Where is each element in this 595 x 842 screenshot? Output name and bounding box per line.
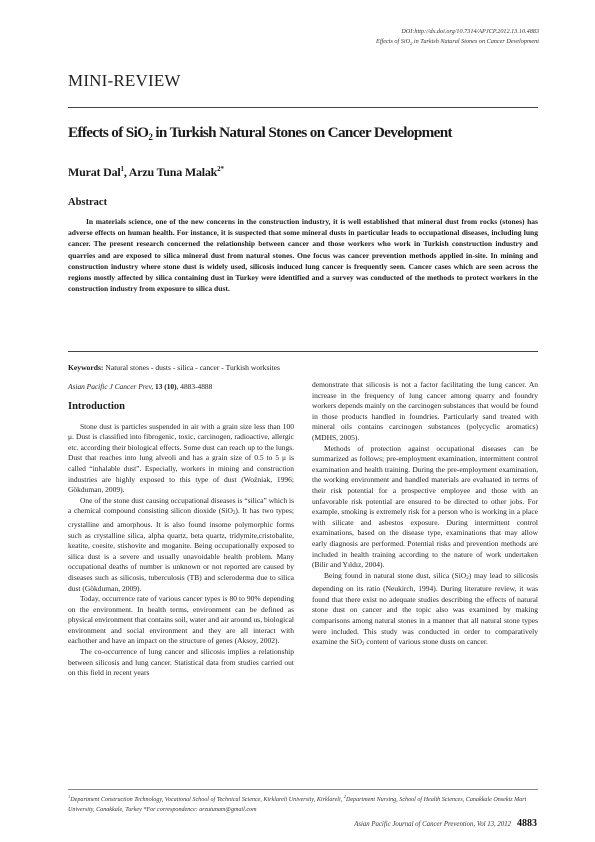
page-number: 4883	[517, 818, 537, 829]
page-footer	[354, 818, 537, 829]
intro-paragraph-4: The co-occurrence of lung cancer and silicosis implies a relationship between silicosis and lung cancer. Statistical data from studies carried out on this field in recent years	[68, 647, 294, 678]
keywords: Keywords: Natural stones - dusts - silica - cancer - Turkish worksites	[68, 363, 280, 372]
citation: Asian Pacific J Cancer Prev, 13 (10), 4883-4888	[68, 382, 213, 391]
footer-journal: Asian Pacific Journal of Cancer Prevention, Vol 13, 2012	[354, 821, 511, 828]
abstract-text: In materials science, one of the new concerns in the construction industry, it is well established that mineral dust from rocks (stones) has adverse effects on human health. For instance, it is suspected that some mineral dusts in particular leads to occupational diseases, including lung cancer. The present research concerned the relationship between cancer and those workers who work in Turkish construction industry and quarries and are exposed to silica mineral dust from natural stones. One focus was cancer prevention methods applied in-site. In mining and construction industry where stone dust is widely used, silicosis induced lung cancer is frequently seen. Cancer cases which are seen across the regions mostly affected by silica containing dust in Turkey were identified and a survey was conducted of the methods to protect workers in the construction industry from exposure to silica dust.	[68, 217, 538, 294]
paper-title: Effects of SiO$_2$ in Turkish Natural Stones on Cancer Development	[68, 124, 452, 142]
intro-paragraph-2: One of the stone dust causing occupational diseases is “silica” which is a chemical compound consisting silicon dioxide (SiO$_2$). It has two types; crystalline and amorphous. It is also found insome polymorphic forms such as crystalline silica, alpha quartz, beta quartz, tridymite,cristobalite, keatite, coesite, stishovite and moganite. Being occupationally exposed to silica dust is a severe and usually unavoidable health problem. Many occupational deaths of number is unknown or not reported are caused by diseases such as silicosis, tuberculosis (TB) and scleroderma due to silica dust (Gökduman, 2009).	[68, 495, 295, 593]
right-column	[312, 380, 538, 651]
introduction-heading: Introduction	[68, 401, 125, 412]
footnote-divider	[68, 789, 538, 790]
left-column	[68, 402, 294, 679]
author-list: Murat Dal$^1$, Arzu Tuna Malak$^{2*}$	[68, 165, 224, 179]
top-divider	[68, 107, 538, 108]
running-title: Effects of SiO$_2$ in Turkish Natural Stones on Cancer Development	[376, 37, 539, 46]
affiliation-footnote: $^1$Department Construction Technology, Vocational School of Technical Science, Kirklareli University, Kirklareli, $^2$Department Nursing, School of Health Sciences, Canakkale Onsekiz Mart University, Canakkale, Turkey *For correspondence: arzutunam@gmail.com	[68, 794, 527, 813]
intro-paragraph-3: Today, occurrence rate of various cancer types is 80 to 90% depending on the environment. In health terms, environment can be defined as physical environment that contains soil, water and air around us, biological environment and social environment and they are all interact with eachother and have an impact on the structure of genes (Aksoy, 2002).	[68, 594, 294, 646]
author-1: Murat Dal	[68, 165, 121, 179]
article-type: MINI-REVIEW	[68, 71, 181, 90]
right-paragraph-1: demonstrate that silicosis is not a factor facilitating the lung cancer. An increase in the frequency of lung cancer among quarry and foundry workers depends mainly on the carcinogen substances that would be found in those products handled in foundries. Particularly sand treated with mineral oils contains carcinogen substances (polycyclic aromatics) (MDHS, 2005).	[312, 380, 538, 442]
doi-link[interactable]: DOI:http://dx.doi.org/10.7314/APJCP.2012.13.10.4883	[401, 28, 539, 35]
abstract-divider	[68, 351, 538, 352]
abstract-heading: Abstract	[68, 197, 108, 208]
right-paragraph-2: Methods of protection against occupational diseases can be summarized as follows; pre-employment examination, intermittent control examination and health training. During the pre-employment examination, the working environment and handled materials are evaluated in terms of their risk potential for a prospective employee and those with an unfavorable risk potential are ensured to be directed to other jobs. For example, smoking is extremely risk for a person who is working in a place with silicate and asbestos exposure. During intermittent control examinations, based on the disease type, examinations that may allow early diagnosis are performed. Potential risks and prevention methods are included in health training according to the nature of work undertaken (Bilir and Yıldız, 2004).	[312, 443, 538, 570]
doi-header	[376, 27, 539, 48]
author-2: Arzu Tuna Malak	[128, 165, 218, 179]
right-paragraph-3: Being found in natural stone dust, silica (SiO$_2$) may lead to silicosis depending on its ratio (Neukirch, 1994). During literature review, it was found that there exist no adequate studies describing the effects of natural stone dust on cancer and the topic also was examined by making comparisons among natural stones in a manner that all natural stone types were included. This study was conducted in order to comparatively examine the SiO$_2$ content of various stone dusts on cancer.	[312, 570, 538, 648]
intro-paragraph-1: Stone dust is particles suspended in air with a grain size less than 100 μ. Dust is classified into fibrogenic, toxic, carcinogen, radioactive, allergic etc. according their biological effects. Some dust can reach up to the lungs. Dust that reaches into lung alveoli and has a grain size of 0.5 to 5 μ is called “inhalable dust”. Especially, workers in mining and construction industries are highly exposed to this type of dust (Woźniak, 1996; Gökduman, 2009).	[68, 421, 294, 495]
